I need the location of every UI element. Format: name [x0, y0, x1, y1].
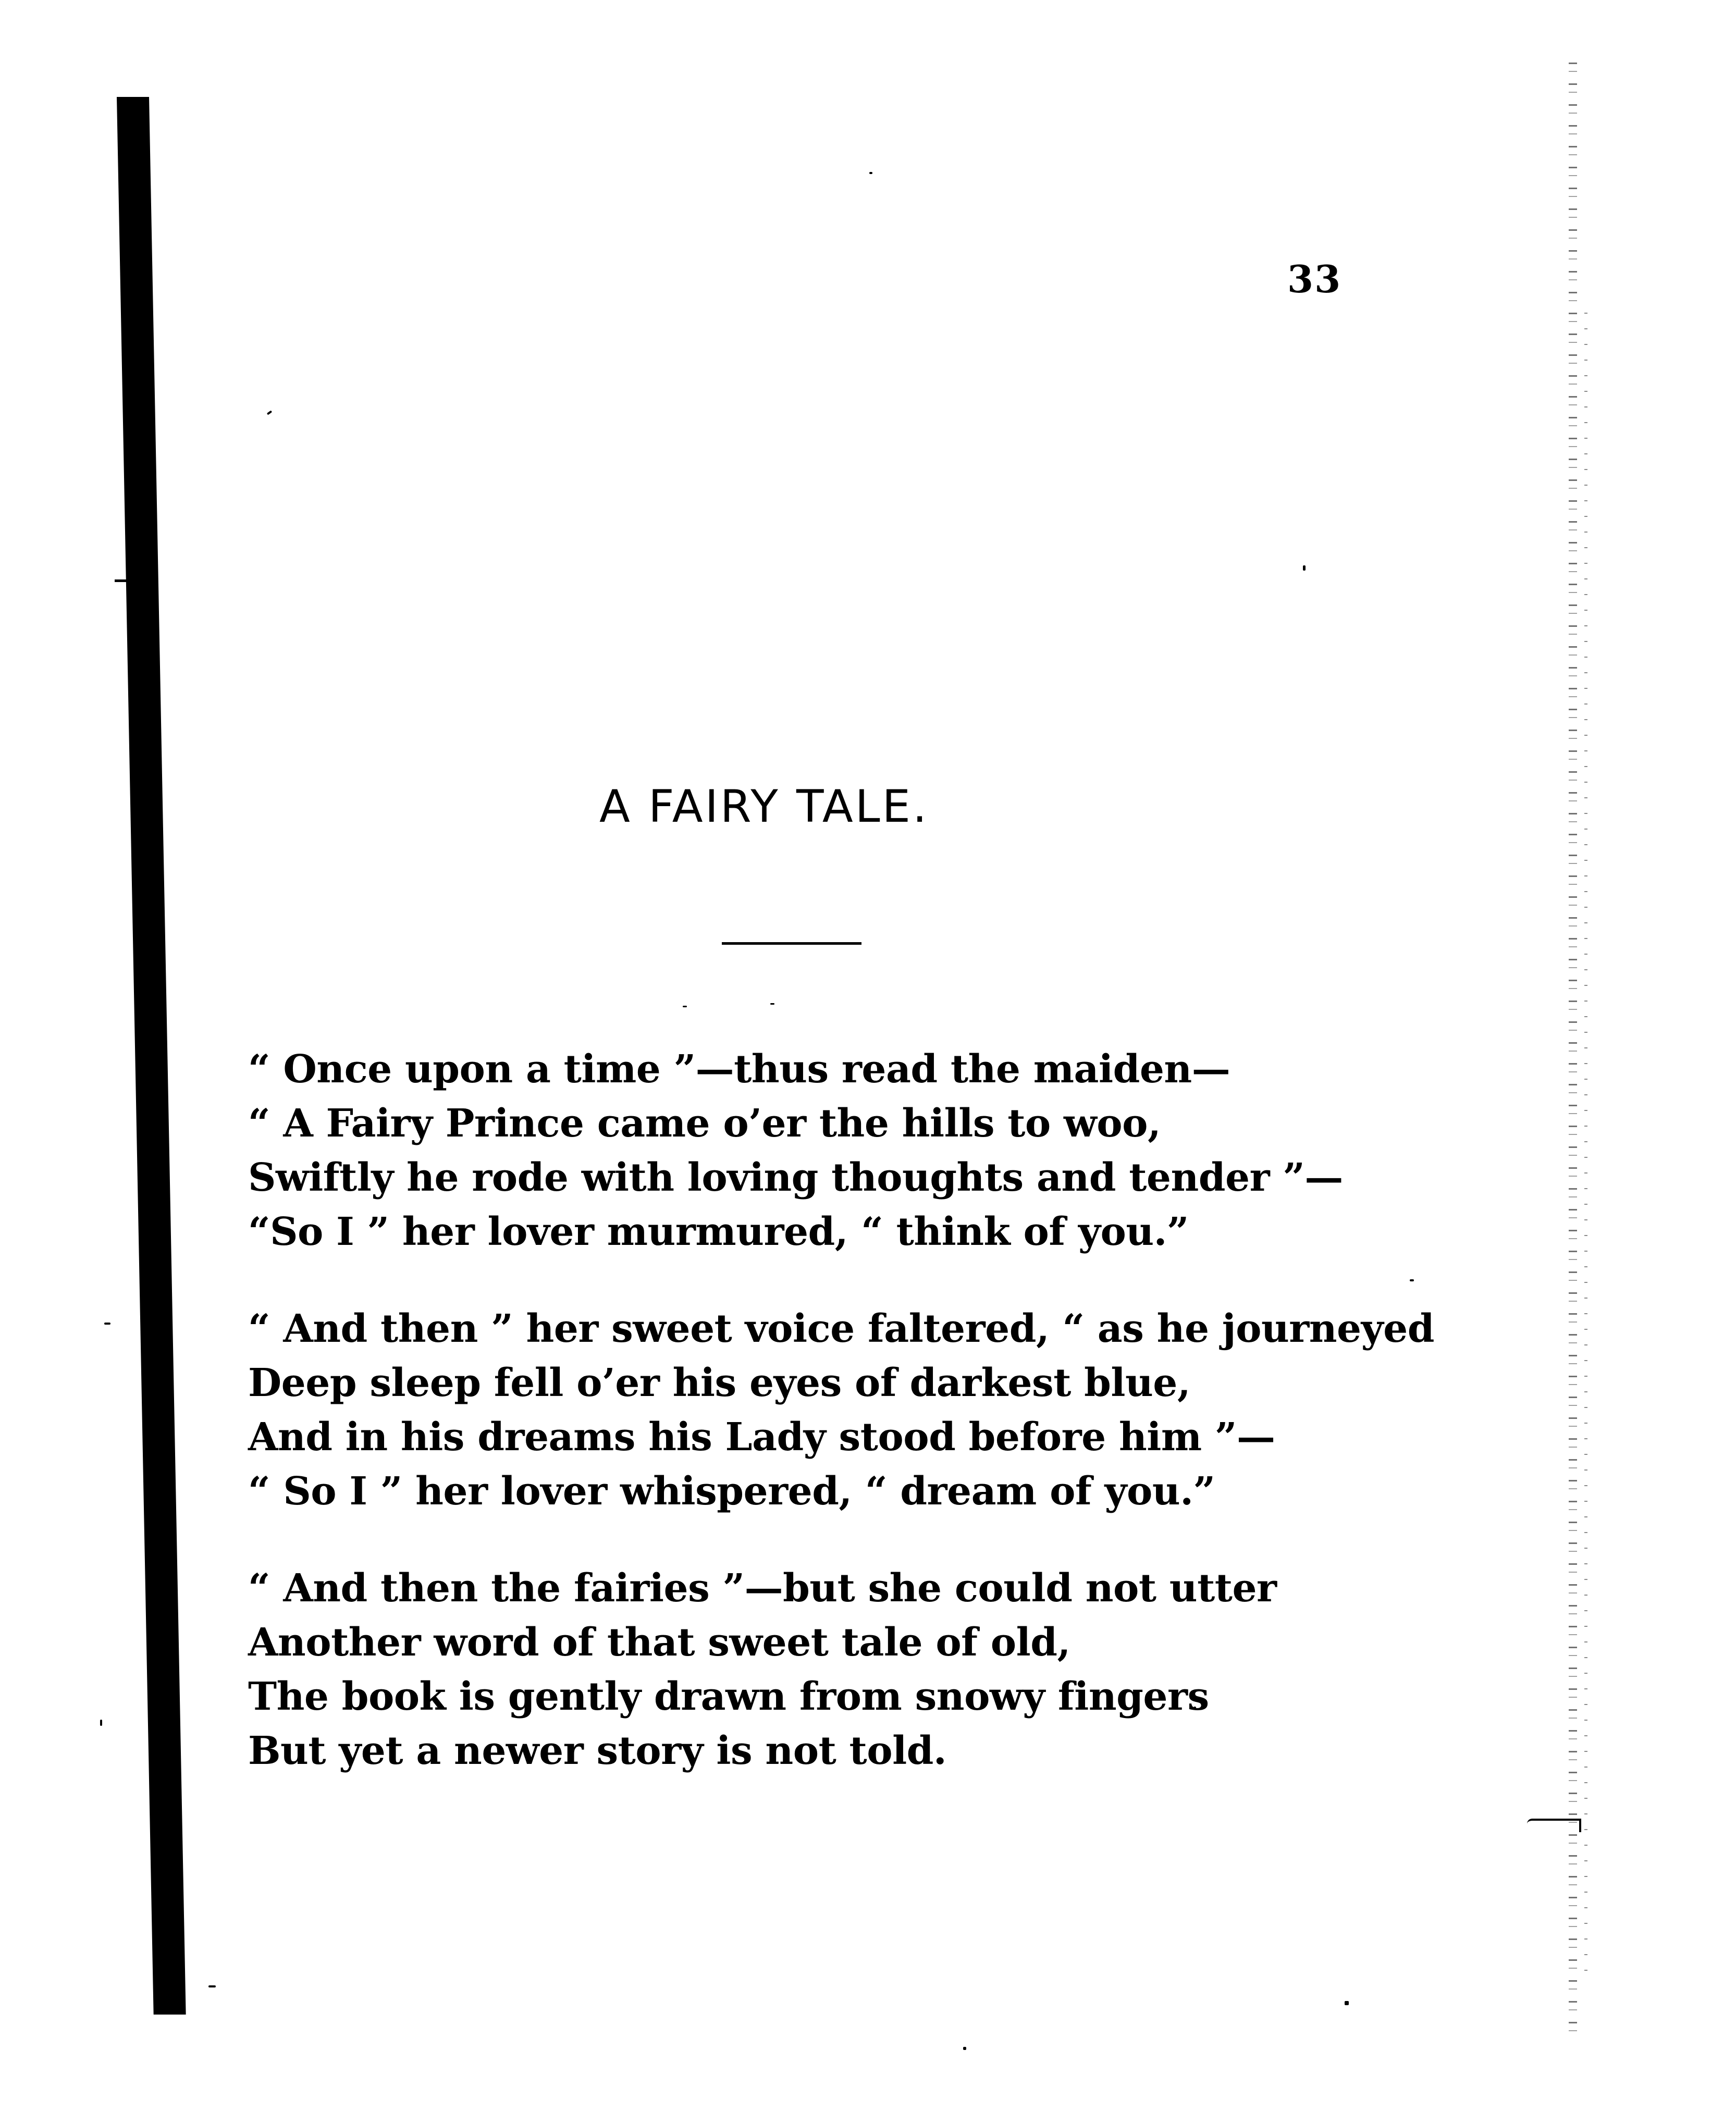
poem-line: “So I ” her lover murmured, “ think of you.” [248, 1209, 1189, 1254]
scan-speck [208, 1985, 216, 1987]
scan-speck [869, 172, 872, 174]
stanza [248, 1302, 1434, 1518]
scan-speck [267, 410, 272, 415]
poem-line: Deep sleep fell o’er his eyes of darkest blue, [248, 1361, 1191, 1405]
poem-body [248, 1042, 1434, 1821]
scan-speck [1345, 2001, 1349, 2005]
scan-edge-noise [1569, 63, 1577, 2043]
poem-line: “ And then ” her sweet voice faltered, “ as he journeyed [248, 1306, 1434, 1351]
binding-tick-mark [115, 579, 136, 582]
stanza [248, 1042, 1421, 1259]
title-rule [722, 942, 861, 945]
poem-title: A FAIRY TALE. [599, 781, 929, 833]
scan-speck [100, 1720, 102, 1726]
scan-speck [770, 1003, 774, 1005]
binding-edge [117, 97, 186, 2015]
scan-speck [104, 1323, 110, 1325]
stanza [248, 1561, 1421, 1778]
poem-line: And in his dreams his Lady stood before him ”— [248, 1415, 1275, 1460]
poem-line: The book is gently drawn from snowy fingers [248, 1674, 1209, 1719]
poem-line: “ And then the fairies ”—but she could not utter [248, 1566, 1277, 1611]
poem-line: But yet a newer story is not told. [248, 1728, 947, 1773]
scan-speck [683, 1006, 687, 1007]
poem-line: Another word of that sweet tale of old, [248, 1620, 1070, 1665]
poem-line: Swiftly he rode with loving thoughts and tender ”— [248, 1155, 1343, 1200]
poem-line: “ Once upon a time ”—thus read the maiden— [248, 1047, 1230, 1092]
poem-line: “ So I ” her lover whispered, “ dream of you.” [248, 1469, 1215, 1514]
page-number: 33 [1287, 257, 1342, 301]
scan-speck [963, 2047, 966, 2050]
margin-bracket-mark [1527, 1819, 1581, 1832]
poem-line: “ A Fairy Prince came o’er the hills to woo, [248, 1101, 1161, 1146]
scan-speck [1303, 565, 1306, 571]
scan-edge-noise-secondary [1584, 313, 1587, 1980]
